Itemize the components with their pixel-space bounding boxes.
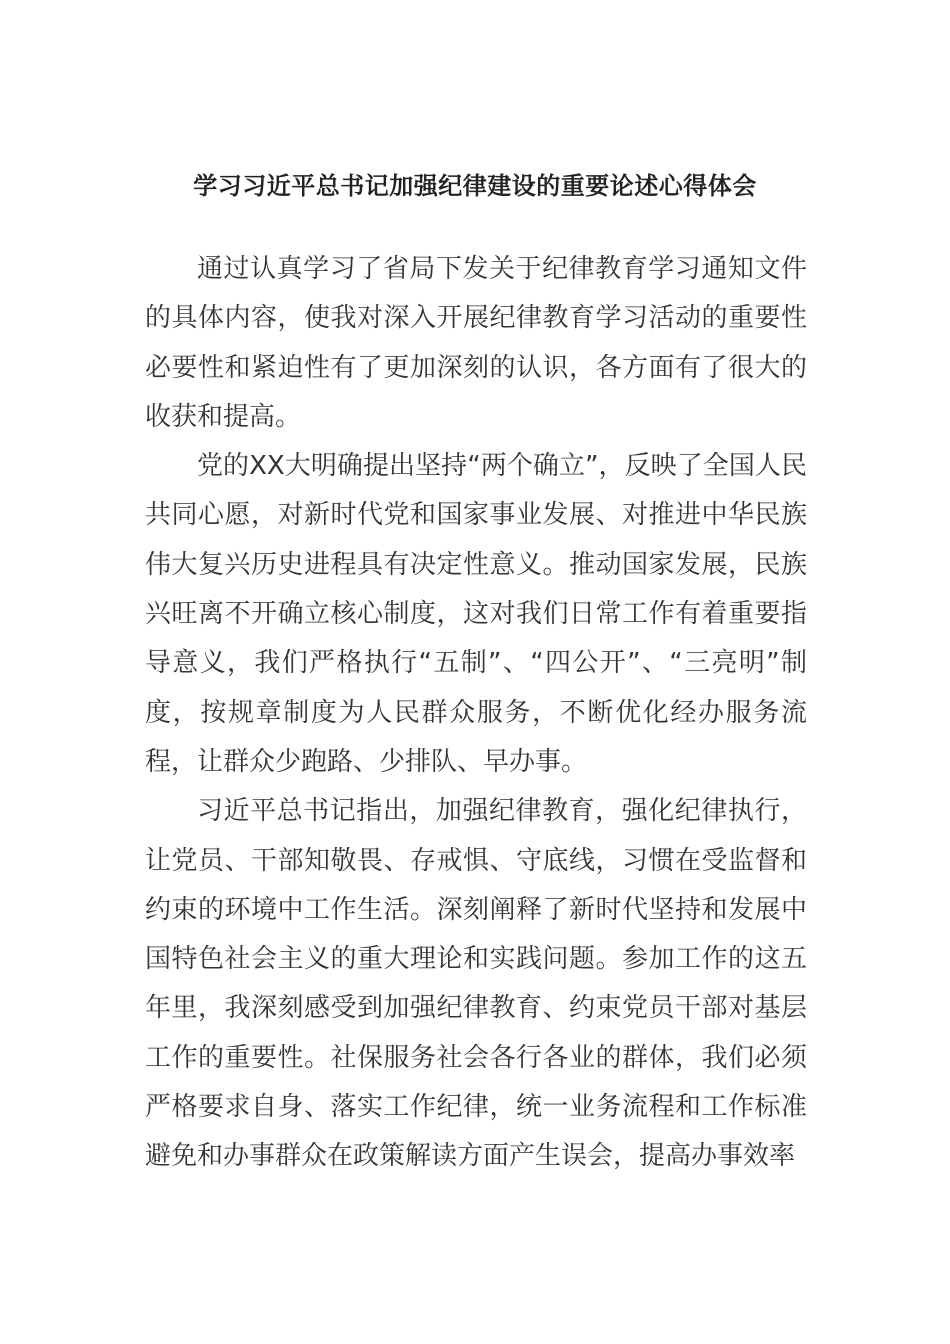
paragraph-1: 通过认真学习了省局下发关于纪律教育学习通知文件的具体内容，使我对深入开展纪律教育学习活动的重要性必要性和紧迫性有了更加深刻的认识，各方面有了很大的收获和提高。 [145,254,807,432]
document-body [145,245,807,1182]
document-title: 学习习近平总书记加强纪律建设的重要论述心得体会 [193,172,757,200]
paragraph-3: 习近平总书记指出，加强纪律教育，强化纪律执行，让党员、干部知敬畏、存戒惧、守底线，习惯在受监督和约束的环境中工作生活。深刻阐释了新时代坚持和发展中国特色社会主义的重大理论和实践问题。参加工作的这五年里，我深刻感受到加强纪律教育、约束党员干部对基层工作的重要性。社保服务社会各行各业的群体，我们必须严格要求自身、落实工作纪律，统一业务流程和工作标准避免和办事群众在政策解读方面产生误会，提高办事效率 [145,796,807,1172]
paragraph-2: 党的XX大明确提出坚持“两个确立”，反映了全国人民共同心愿，对新时代党和国家事业发展、对推进中华民族伟大复兴历史进程具有决定性意义。推动国家发展，民族兴旺离不开确立核心制度，这对我们日常工作有着重要指导意义，我们严格执行“五制”、“四公开”、“三亮明”制度，按规章制度为人民群众服务，不断优化经办服务流程，让群众少跑路、少排队、早办事。 [145,451,807,777]
